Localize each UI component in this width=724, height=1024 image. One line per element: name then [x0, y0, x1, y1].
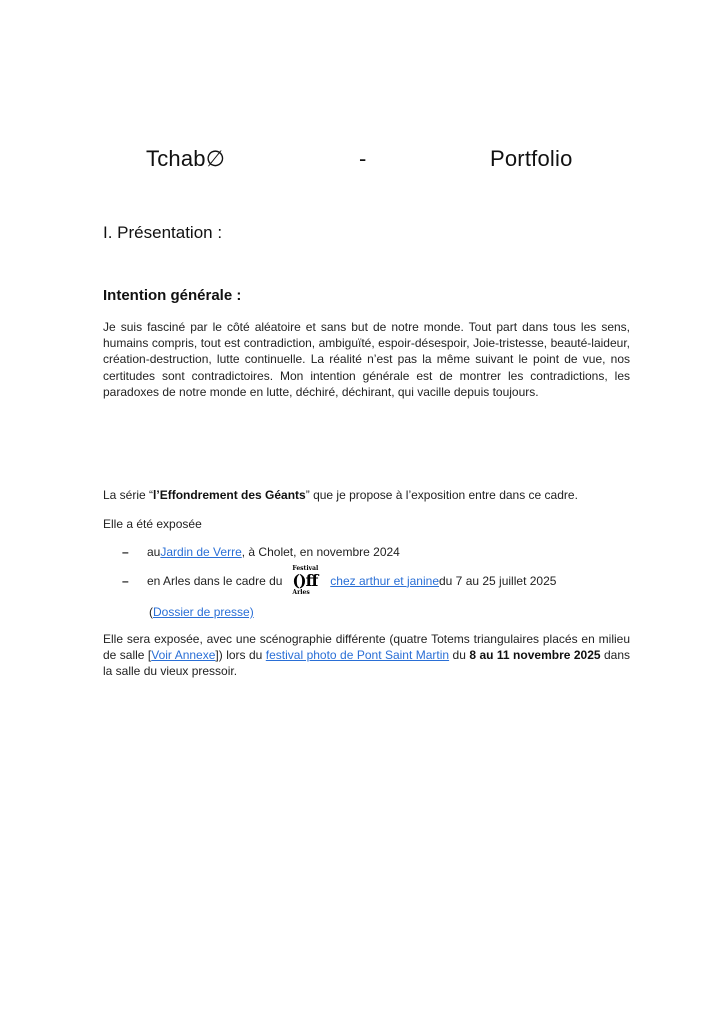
logo-text: ()ff	[292, 571, 318, 590]
festival-pont-saint-martin-link[interactable]: festival photo de Pont Saint Martin	[265, 648, 450, 663]
text: ” que je propose à l’exposition entre dans ce cadre.	[305, 488, 578, 502]
text: , à Cholet, en novembre 2024	[241, 545, 400, 559]
intention-paragraph: Je suis fasciné par le côté aléatoire et sans but de notre monde. Tout part dans tous les sens, humains compris, tout est contradiction, ambiguïté, espoir-désespoir, Joie-tristesse, beauté-laideur, création-destruction, lutte continuelle. La réalité n’est pas la même suivant le point de vue, nos certitudes sont contradictoires. Mon intention générale est de montrer les contradictions, les paradoxes de notre monde en lutte, déchiré, déchirant, qui vacille depuis toujours.	[103, 320, 630, 399]
text: La série “	[103, 488, 154, 502]
logo-text: Festival	[292, 565, 319, 572]
text: du 7 au 25 juillet 2025	[439, 573, 557, 588]
text: ]) lors du	[215, 648, 266, 663]
text: en Arles dans le cadre du	[147, 573, 283, 588]
text: dans la salle du vieux pressoir.	[103, 648, 631, 679]
intention-heading: Intention générale :	[103, 287, 242, 304]
author-name: Tchab∅	[146, 146, 226, 171]
festival-off-arles-logo	[292, 565, 318, 596]
section-title: I. Présentation :	[103, 223, 223, 242]
serie-title: l’Effondrement des Géants	[153, 488, 306, 502]
list-item	[122, 565, 556, 596]
bullet: –	[122, 545, 129, 559]
exposed-intro: Elle a été exposée	[103, 517, 202, 531]
text: du	[449, 648, 470, 663]
festival-dates: 8 au 11 novembre 2025	[469, 648, 601, 663]
logo-text: Arles	[292, 589, 310, 596]
chez-arthur-et-janine-link[interactable]: chez arthur et janine	[330, 573, 439, 588]
text: au	[147, 545, 161, 559]
jardin-de-verre-link[interactable]: Jardin de Verre	[160, 545, 242, 559]
serie-line	[103, 487, 578, 503]
press-line	[149, 604, 254, 620]
dossier-de-presse-link[interactable]: Dossier de presse)	[153, 605, 254, 619]
list-item	[122, 544, 400, 560]
text: (	[149, 605, 153, 619]
title-separator: -	[359, 146, 367, 171]
doc-title: Portfolio	[490, 146, 573, 171]
voir-annexe-link[interactable]: Voir Annexe	[151, 648, 216, 663]
text: Elle sera exposée, avec une scénographie différente (quatre Totems triangulaires placés en milieu de salle [	[103, 632, 630, 663]
bullet: –	[122, 573, 129, 588]
future-paragraph	[103, 631, 630, 680]
